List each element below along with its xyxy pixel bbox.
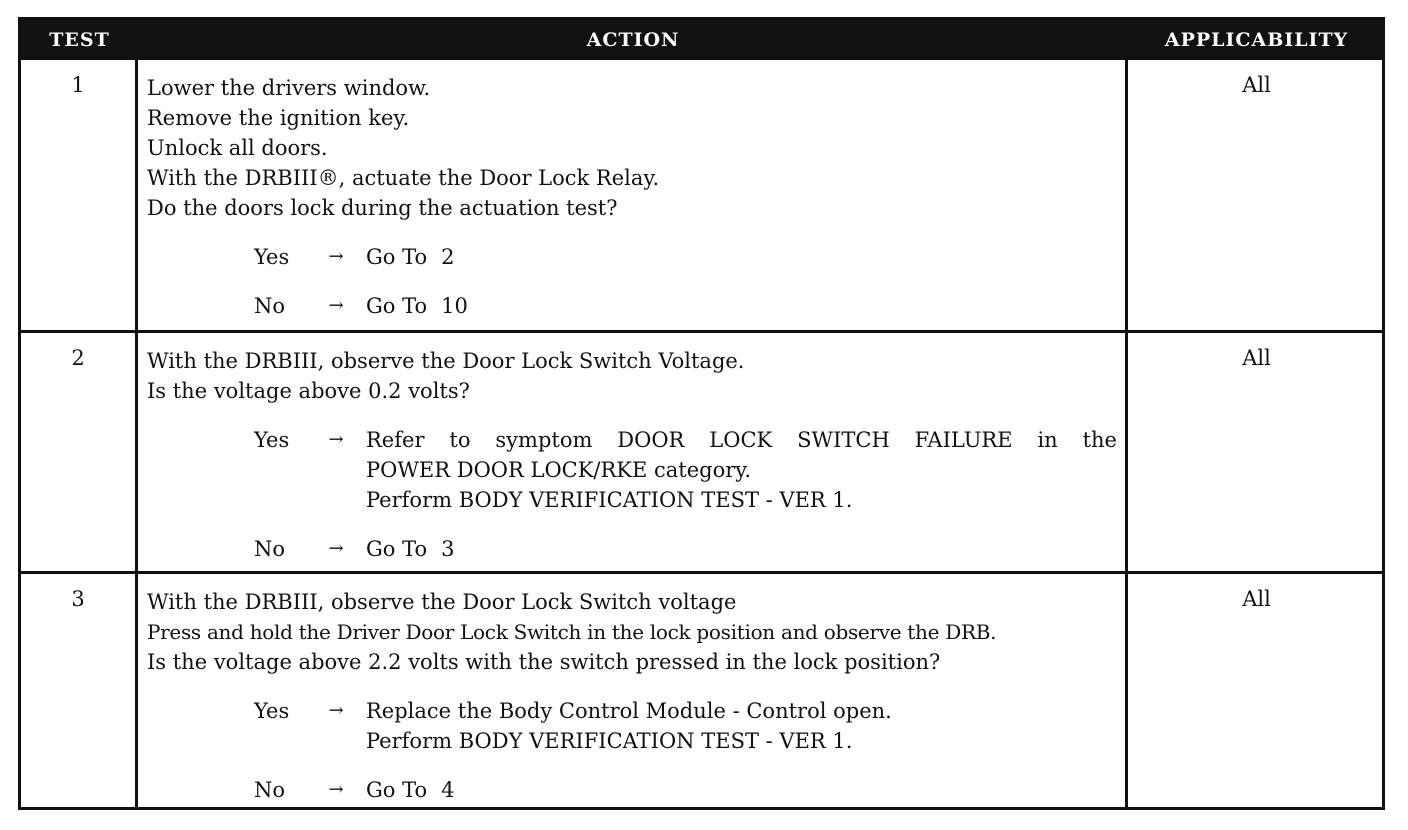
result-line: Replace the Body Control Module - Control open.: [366, 699, 892, 723]
test-row-1: [21, 60, 1382, 330]
result-line: Perform BODY VERIFICATION TEST - VER 1.: [366, 488, 853, 512]
step-text: With the DRBIII, observe the Door Lock Switch voltage: [147, 590, 737, 614]
test-number: 3: [21, 574, 138, 807]
no-label: No: [254, 778, 286, 802]
step-text: Lower the drivers window.: [147, 76, 431, 100]
result-line: POWER DOOR LOCK/RKE category.: [366, 458, 752, 482]
right-arrow-icon: →: [328, 700, 344, 721]
step-text: Do the doors lock during the actuation test?: [147, 196, 618, 220]
no-result: [366, 775, 1117, 805]
right-arrow-icon: →: [328, 295, 344, 316]
no-branch: [254, 291, 1117, 321]
no-branch: [254, 775, 1117, 805]
goto-text: Go To: [366, 537, 428, 561]
no-label: No: [254, 537, 286, 561]
no-label: No: [254, 294, 286, 318]
no-branch: [254, 534, 1117, 564]
step-text: Press and hold the Driver Door Lock Switch in the lock position and observe the DRB.: [147, 620, 997, 644]
goto-target: 3: [441, 537, 455, 561]
header-action: ACTION: [586, 29, 680, 51]
yes-result: [366, 242, 1117, 272]
yes-branch: [254, 425, 1117, 515]
goto-text: Go To: [366, 778, 428, 802]
step-text: Unlock all doors.: [147, 136, 328, 160]
applicability-value: All: [1242, 346, 1271, 370]
table-header: [21, 20, 1382, 60]
right-arrow-icon: →: [328, 246, 344, 267]
no-result: [366, 291, 1117, 321]
goto-target: 4: [441, 778, 455, 802]
right-arrow-icon: →: [328, 779, 344, 800]
test-row-3: [21, 571, 1382, 807]
diagnostic-test-table: [18, 17, 1385, 810]
goto-text: Go To: [366, 294, 428, 318]
header-test: TEST: [49, 29, 110, 51]
yes-branch: [254, 696, 1117, 756]
yes-label: Yes: [254, 699, 290, 723]
step-text: Remove the ignition key.: [147, 106, 410, 130]
action-cell: [138, 574, 1128, 807]
result-line: Refer to symptom DOOR LOCK SWITCH FAILURE in the: [366, 428, 1117, 452]
header-applicability: APPLICABILITY: [1164, 29, 1349, 51]
test-row-2: [21, 330, 1382, 571]
action-cell: [138, 60, 1128, 330]
yes-result: [366, 425, 1117, 515]
result-line: Perform BODY VERIFICATION TEST - VER 1.: [366, 729, 853, 753]
goto-text: Go To: [366, 245, 428, 269]
step-text: With the DRBIII®, actuate the Door Lock Relay.: [147, 166, 660, 190]
step-text: With the DRBIII, observe the Door Lock Switch Voltage.: [147, 349, 745, 373]
yes-label: Yes: [254, 245, 290, 269]
yes-label: Yes: [254, 428, 290, 452]
step-text: Is the voltage above 0.2 volts?: [147, 379, 470, 403]
goto-target: 2: [441, 245, 455, 269]
goto-target: 10: [441, 294, 468, 318]
test-number: 2: [21, 333, 138, 571]
applicability-value: All: [1242, 587, 1271, 611]
no-result: [366, 534, 1117, 564]
right-arrow-icon: →: [328, 429, 344, 450]
applicability-value: All: [1242, 73, 1271, 97]
yes-result: [366, 696, 1117, 756]
action-cell: [138, 333, 1128, 571]
test-number: 1: [21, 60, 138, 330]
yes-branch: [254, 242, 1117, 272]
right-arrow-icon: →: [328, 538, 344, 559]
step-text: Is the voltage above 2.2 volts with the switch pressed in the lock position?: [147, 650, 941, 674]
